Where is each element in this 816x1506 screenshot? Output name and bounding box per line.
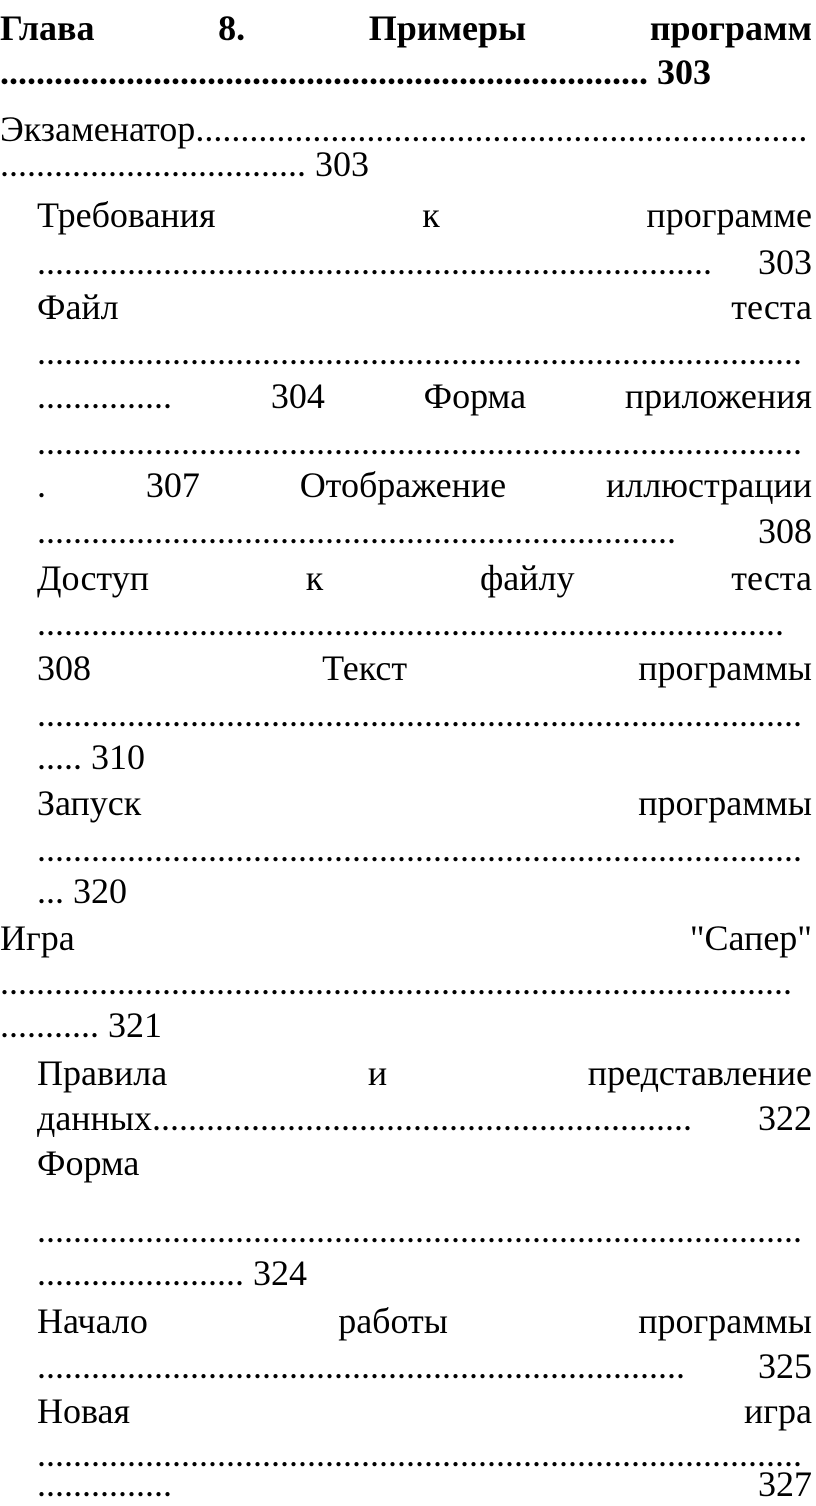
toc-entry-form-leader bbox=[37, 1208, 812, 1252]
entry-word: Запуск bbox=[37, 783, 142, 823]
toc-entry-test-file-leader bbox=[37, 330, 812, 374]
entry-word: и bbox=[367, 1053, 388, 1093]
page-number: 303 bbox=[315, 144, 369, 184]
toc-entry-rules[interactable] bbox=[37, 1051, 812, 1095]
entry-word: приложения bbox=[624, 376, 812, 416]
chapter-leader-line bbox=[0, 50, 812, 94]
toc-entry-minesweeper-leader bbox=[0, 960, 812, 1004]
entry-word: работы bbox=[338, 1301, 448, 1341]
toc-line-308-source[interactable] bbox=[37, 646, 812, 690]
toc-entry-run-cont bbox=[37, 869, 812, 913]
page-number: 322 bbox=[758, 1098, 812, 1138]
chapter-word: Примеры bbox=[368, 8, 527, 48]
entry-word: программы bbox=[638, 783, 812, 823]
dot-leader: ........... bbox=[0, 1005, 99, 1045]
dot-leader: ........................................................................ bbox=[0, 52, 648, 92]
entry-word: представление bbox=[587, 1053, 812, 1093]
entry-word: Отображение bbox=[299, 465, 507, 505]
page-number: 303 bbox=[657, 52, 711, 92]
entry-word: Начало bbox=[37, 1301, 148, 1341]
entry-word: Доступ bbox=[37, 558, 149, 598]
toc-entry-form[interactable] bbox=[37, 1141, 812, 1185]
toc-entry-source-leader bbox=[37, 692, 812, 736]
dot-leader: ....................................................................... bbox=[37, 511, 676, 551]
dot-leader: ............... bbox=[37, 376, 172, 416]
entry-word: Форма bbox=[423, 376, 527, 416]
entry-word: программы bbox=[638, 1301, 812, 1341]
entry-word: данных bbox=[37, 1098, 153, 1138]
chapter-word: 8. bbox=[218, 8, 246, 48]
dot-leader: ........................................................................... bbox=[37, 242, 712, 282]
toc-entry-startup[interactable] bbox=[37, 1299, 812, 1343]
entry-word: Текст bbox=[322, 648, 408, 688]
entry-word: к bbox=[422, 195, 440, 235]
dot-leader: ..................................................................................... bbox=[37, 829, 802, 869]
dot-leader: ... bbox=[37, 871, 64, 911]
chapter-word: программ bbox=[649, 8, 812, 48]
entry-word: программе bbox=[646, 195, 812, 235]
entry-word: к bbox=[305, 558, 324, 598]
entry-title: Экзаменатор bbox=[0, 109, 196, 149]
entry-word: Новая bbox=[37, 1391, 131, 1431]
entry-word: Требования bbox=[37, 195, 216, 235]
toc-entry-requirements[interactable] bbox=[37, 193, 812, 237]
dot-leader: ..... bbox=[37, 737, 82, 777]
dot-leader: .................................................................... bbox=[195, 109, 808, 149]
page-number: 303 bbox=[758, 242, 812, 282]
entry-word: Файл bbox=[37, 287, 119, 327]
page-number: 327 bbox=[758, 1464, 812, 1504]
toc-entry-examiner-cont bbox=[0, 142, 812, 186]
toc-entry-test-file[interactable] bbox=[37, 285, 812, 329]
page-number: 308 bbox=[37, 648, 91, 688]
chapter-heading bbox=[0, 6, 812, 50]
toc-entry-startup-cont bbox=[37, 1344, 812, 1388]
toc-line-304-form[interactable] bbox=[37, 374, 812, 418]
toc-entry-form-cont bbox=[37, 1251, 812, 1295]
dot-leader: ..................................................................................... bbox=[37, 1434, 802, 1474]
page-number: 307 bbox=[145, 465, 200, 505]
page-number: 304 bbox=[270, 376, 325, 416]
entry-word: программы bbox=[638, 648, 812, 688]
entry-word: Правила bbox=[37, 1053, 168, 1093]
chapter-word: Глава bbox=[0, 8, 95, 48]
toc-entry-new-game[interactable] bbox=[37, 1389, 812, 1433]
toc-entry-rules-cont bbox=[37, 1096, 812, 1140]
toc-entry-app-form-leader bbox=[37, 420, 812, 464]
dot-leader: ..................................................................................... bbox=[37, 422, 802, 462]
dot-leader: ..................................................................................... bbox=[37, 1210, 802, 1250]
dot-leader: ..................................................................................... bbox=[37, 332, 802, 372]
page-number: 320 bbox=[73, 871, 127, 911]
page-number: 310 bbox=[91, 737, 145, 777]
entry-title: Форма bbox=[37, 1143, 140, 1183]
toc-line-307-illustration[interactable] bbox=[37, 463, 812, 507]
entry-title-quoted: "Сапер" bbox=[689, 918, 812, 958]
toc-entry-run[interactable] bbox=[37, 781, 812, 825]
dot-leader: .................................. bbox=[0, 144, 306, 184]
dot-leader: ............................................................ bbox=[152, 1098, 693, 1138]
toc-entry-minesweeper[interactable] bbox=[0, 916, 812, 960]
dot-leader: ........................................................................ bbox=[37, 1346, 685, 1386]
dot-leader: ....................... bbox=[37, 1253, 244, 1293]
page-number: 324 bbox=[253, 1253, 307, 1293]
entry-word: теста bbox=[731, 558, 812, 598]
entry-word: файлу bbox=[479, 558, 575, 598]
page-number: 325 bbox=[758, 1346, 812, 1386]
entry-title: Игра bbox=[0, 918, 75, 958]
toc-entry-file-access[interactable] bbox=[37, 556, 812, 600]
entry-word: теста bbox=[731, 287, 812, 327]
entry-word: иллюстрации bbox=[605, 465, 812, 505]
dot-leader: ................................................................................... bbox=[37, 603, 784, 643]
dot-leader: ........................................................................................ bbox=[0, 962, 792, 1002]
toc-entry-source-cont bbox=[37, 735, 812, 779]
toc-entry-minesweeper-cont bbox=[0, 1003, 812, 1047]
page-number: 308 bbox=[758, 511, 812, 551]
dot-leader: ............... bbox=[37, 1464, 172, 1504]
dot-leader: ..................................................................................... bbox=[37, 694, 802, 734]
leader-dot: . bbox=[37, 465, 46, 505]
toc-entry-file-access-leader bbox=[37, 601, 812, 645]
toc-entry-new-game-cont bbox=[37, 1462, 812, 1506]
page-number: 321 bbox=[108, 1005, 162, 1045]
toc-entry-requirements-cont bbox=[37, 240, 812, 284]
entry-word: игра bbox=[743, 1391, 812, 1431]
toc-entry-run-leader bbox=[37, 827, 812, 871]
toc-entry-illustration-cont bbox=[37, 509, 812, 553]
